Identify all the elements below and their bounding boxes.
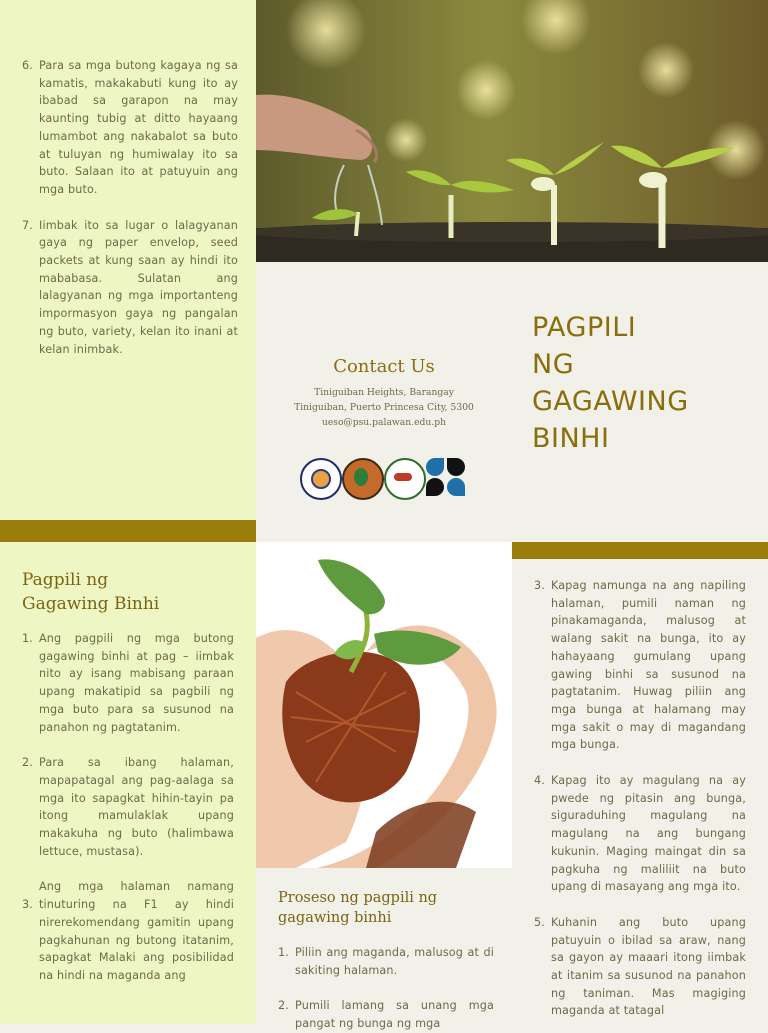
university-seal-icon — [300, 458, 342, 500]
title-line-1: PAGPILI — [532, 312, 637, 343]
process-heading: Proseso ng pagpili ng gagawing binhi — [278, 890, 438, 926]
panel-bottom-right — [512, 559, 768, 1024]
title-line-3: GAGAWING — [532, 386, 689, 417]
list-item: 2. Para sa ibang halaman, mapapatagal ang pag-aalaga sa mga ito sapagkat hihin-tayin pa itong mamulaklak upang makakuha ng buto (halimbawa lettuce, mustasa). — [22, 756, 234, 858]
research-office-seal-icon — [342, 458, 384, 500]
process-list-continued — [534, 577, 746, 1020]
list-item: 4. Kapag ito ay magulang na ay pwede ng pitasin ang bunga, siguraduhing magulang na magulang na ang bungang kukunin. Maging maingat din sa pagkuha ng maliliit na buto upang di masayang ang mga ito. — [534, 774, 746, 894]
list-item: 3. Kapag namunga na ang napiling halaman, pumili naman ng pinakamaganda, malusog at walang sakit na bunga, ito ay hahayaang gumulang upang gawing binhi sa susunod na pagtatanim. Huwag piliin ang mga bunga at halamang may mga sakit o may di magandang mga bunga. — [534, 579, 746, 752]
seedlings-watering-photo — [256, 0, 768, 262]
list-item: 6. Para sa mga butong kagaya ng sa kamatis, makakabuti kung ito ay ibabad sa garapon na may kaunting tubig at ditto hayaang lumambot ang nakabalot sa buto at tuluyan ng humiwalay ito sa buto. Salaan ito at patuyuin ang mga buto. — [22, 59, 238, 196]
list-item: 1. Ang pagpili ng mga butong gagawing binhi at pag – iimbak nito ay isang mabisang paraan upang makatipid sa pagbili ng mga buto para sa susunod na panahon ng pagtatanim. — [22, 632, 234, 734]
seedling-in-hands-photo — [256, 542, 512, 868]
seedling-hands-illustration — [256, 542, 512, 868]
olive-divider-left — [0, 520, 256, 542]
panel-cover — [256, 262, 768, 542]
intro-list — [22, 630, 234, 985]
contact-heading: Contact Us — [333, 356, 435, 377]
seedlings-illustration — [256, 0, 768, 262]
partner-logos — [300, 458, 472, 498]
contact-address-line2: Tiniguiban, Puerto Princesa City, 5300 — [294, 402, 474, 413]
contact-email: ueso@psu.palawan.edu.ph — [321, 417, 447, 428]
list-item: 1. Piliin ang maganda, malusog at di sakiting halaman. — [278, 946, 494, 977]
extension-office-seal-icon — [384, 458, 426, 500]
list-item: 3. Ang mga halaman namang tinuturing na F1 ay hindi nirerekomendang gamitin upang pagkahunan ng butong itatanim, sapagkat Malaki ang posibilidad na hindi na maganda ang — [22, 880, 234, 982]
list-item: 5. Kuhanin ang buto upang patuyuin o ibilad sa araw, nang sa gayon ay maaari itong iimbak at itanim sa susunod na panahon ng taniman. Mas magiging maganda at tatagal — [534, 915, 746, 1018]
title-line-2: NG — [532, 349, 575, 380]
contact-address-line1: Tiniguiban Heights, Barangay — [314, 387, 454, 398]
panel-bottom-left — [0, 542, 256, 1024]
partner-logo-icon — [426, 458, 466, 496]
list-item: 2. Pumili lamang sa unang mga pangat ng bunga ng mga — [278, 999, 494, 1031]
process-list — [278, 944, 494, 1033]
olive-divider-right — [512, 542, 768, 559]
title-line-4: BINHI — [532, 423, 610, 454]
brochure-title — [532, 309, 762, 457]
section-heading: Pagpili ng Gagawing Binhi — [22, 570, 160, 614]
panel-bottom-middle — [256, 868, 512, 1031]
list-item: 7. Iimbak ito sa lugar o lalagyanan gaya ng paper envelop, seed packets at kung saan ay hindi ito mababasa. Sulatan ang lalagyanan ng mga importanteng impormasyon gaya ng pangalan ng buto, variety, kelan ito inani at kelan inimbak. — [22, 218, 238, 356]
storage-steps-list — [22, 57, 238, 358]
panel-top-left — [0, 0, 256, 520]
